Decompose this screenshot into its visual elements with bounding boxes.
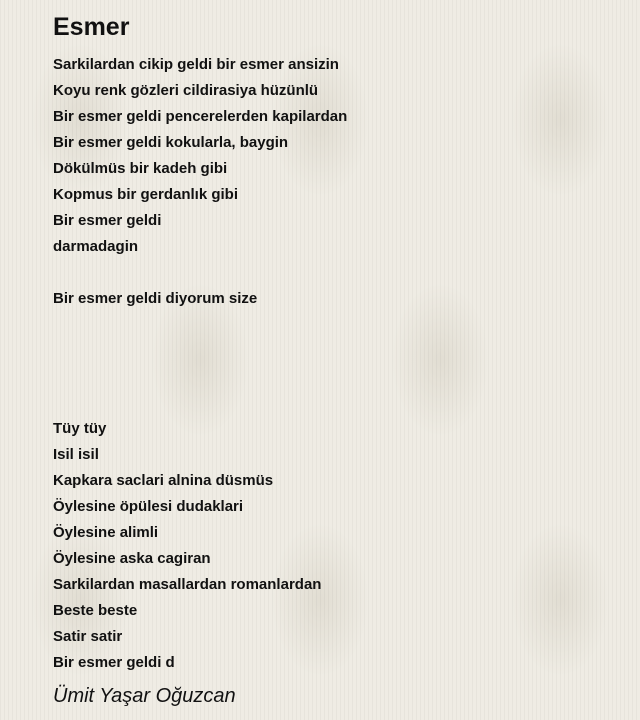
poem-line: Koyu renk gözleri cildirasiya hüzünlü (53, 82, 319, 99)
poem-blank-line (53, 260, 620, 286)
poem-title: Esmer (53, 13, 130, 41)
poem-author: Ümit Yaşar Oğuzcan (53, 685, 236, 707)
poem-body (53, 52, 620, 676)
poem-line: Sarkilardan cikip geldi bir esmer ansizin (53, 56, 339, 73)
poem-blank-line (53, 312, 620, 338)
poem-line: Tüy tüy (53, 420, 107, 437)
poem-page (53, 10, 620, 710)
poem-line: Kapkara saclari alnina düsmüs (53, 472, 274, 489)
poem-line: Satir satir (53, 628, 123, 645)
poem-line: Bir esmer geldi d (53, 654, 175, 671)
poem-line: darmadagin (53, 238, 139, 255)
poem-line: Kopmus bir gerdanlık gibi (53, 186, 239, 203)
poem-line: Isil isil (53, 446, 99, 463)
poem-line: Öylesine aska cagiran (53, 550, 211, 567)
poem-blank-line (53, 390, 620, 416)
poem-line: Öylesine öpülesi dudaklari (53, 498, 244, 515)
poem-line: Öylesine alimli (53, 524, 159, 541)
poem-line: Beste beste (53, 602, 138, 619)
poem-blank-line (53, 338, 620, 364)
poem-line: Bir esmer geldi pencerelerden kapilardan (53, 108, 348, 125)
poem-line: Dökülmüs bir kadeh gibi (53, 160, 228, 177)
poem-blank-line (53, 364, 620, 390)
poem-line: Sarkilardan masallardan romanlardan (53, 576, 322, 593)
poem-line: Bir esmer geldi kokularla, baygin (53, 134, 289, 151)
poem-line: Bir esmer geldi (53, 212, 162, 229)
poem-line: Bir esmer geldi diyorum size (53, 290, 258, 307)
